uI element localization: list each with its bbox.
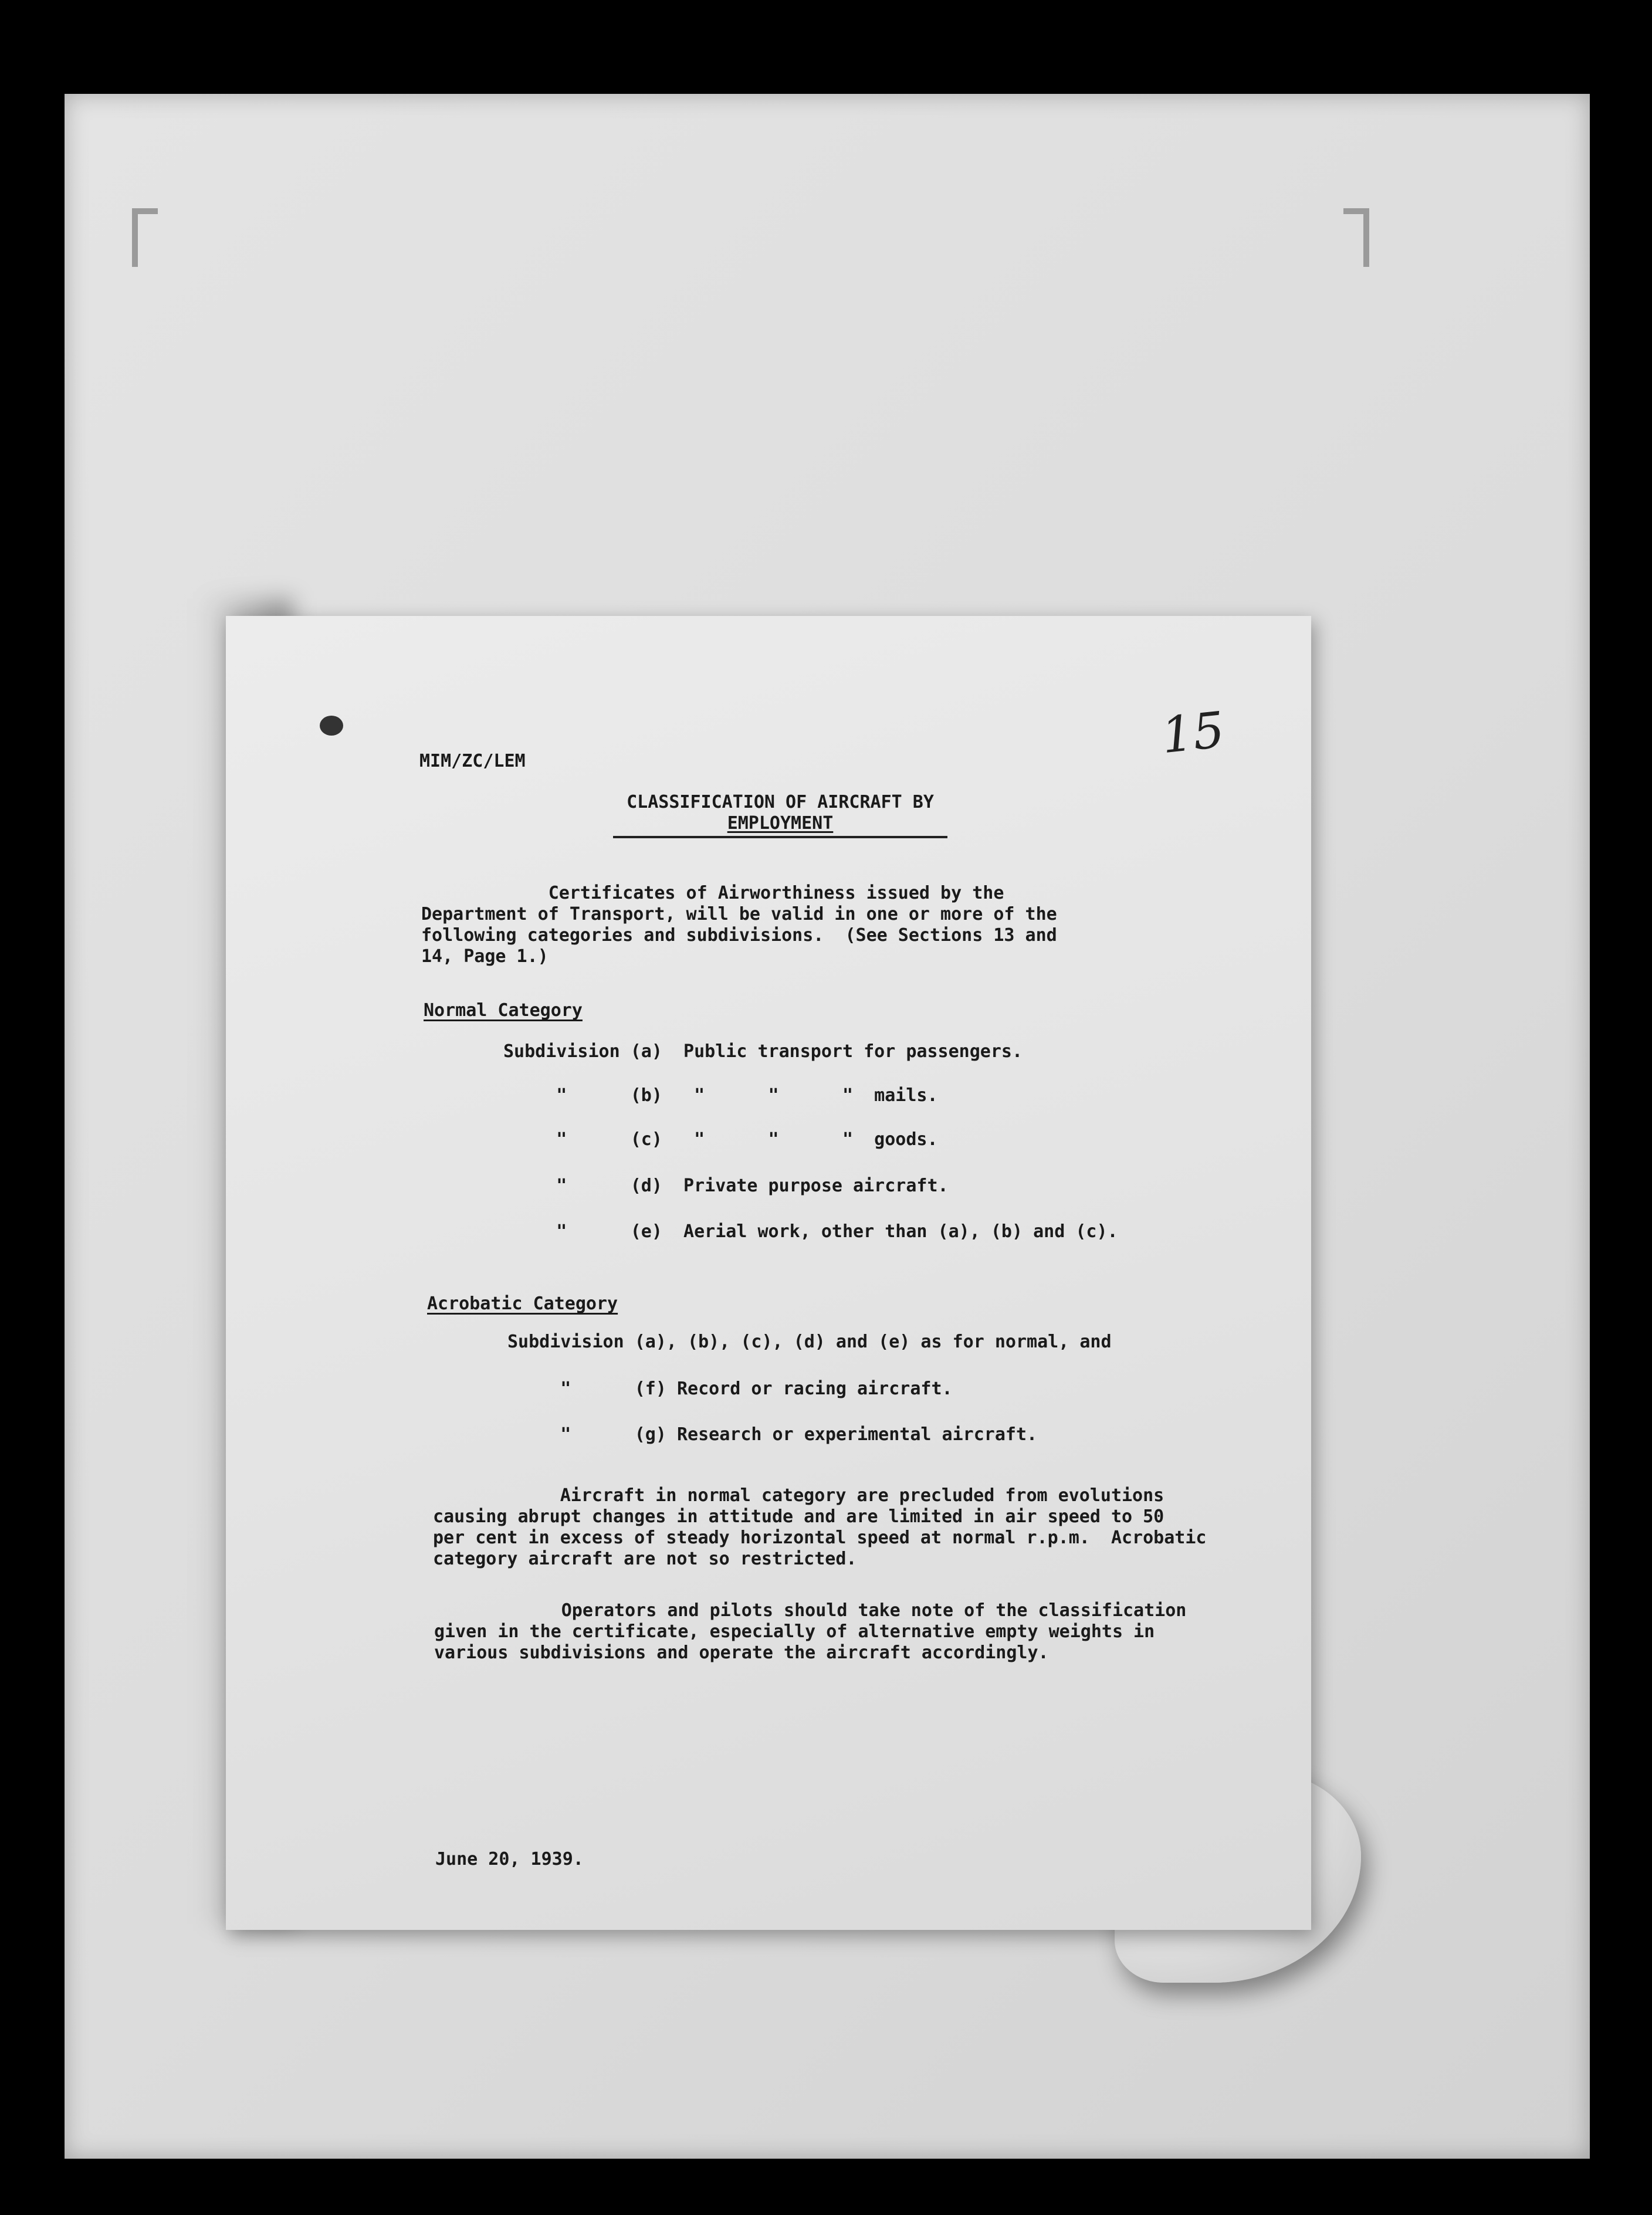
- normal-subdivision-a: Subdivision (a) Public transport for passengers.: [503, 1041, 1023, 1062]
- title-line-2: EMPLOYMENT: [727, 813, 834, 834]
- document-date: June 20, 1939.: [435, 1849, 584, 1869]
- title-underline: [613, 836, 947, 838]
- reference-code: MIM/ZC/LEM: [419, 751, 526, 771]
- normal-subdivision-e: " (e) Aerial work, other than (a), (b) and (c).: [503, 1221, 1118, 1242]
- intro-paragraph: Certificates of Airworthiness issued by the Department of Transport, will be valid in one or more of the following categories and subdivisions. (See Sections 13 and 14, Page 1.): [421, 883, 1057, 967]
- crop-mark-top-left: [132, 208, 158, 267]
- ink-blot: [320, 716, 343, 736]
- paragraph-evolution-limits: Aircraft in normal category are precluded from evolutions causing abrupt changes in attitude and are limited in air speed to 50 per cent in excess of steady horizontal speed at normal r.p.m. Acrobatic category aircraft are not so restricted.: [433, 1485, 1207, 1569]
- acrobatic-subdivisions-a-e: Subdivision (a), (b), (c), (d) and (e) as for normal, and: [507, 1332, 1112, 1352]
- acrobatic-category-heading: Acrobatic Category: [427, 1293, 618, 1314]
- normal-subdivision-c: " (c) " " " goods.: [503, 1129, 938, 1150]
- normal-subdivision-b: " (b) " " " mails.: [503, 1085, 938, 1106]
- title-line-1: CLASSIFICATION OF AIRCRAFT BY: [627, 792, 934, 812]
- acrobatic-subdivision-g: " (g) Research or experimental aircraft.: [507, 1424, 1038, 1445]
- normal-subdivision-d: " (d) Private purpose aircraft.: [503, 1176, 949, 1196]
- crop-mark-top-right: [1343, 208, 1369, 267]
- normal-category-heading: Normal Category: [424, 1000, 583, 1021]
- acrobatic-subdivision-f: " (f) Record or racing aircraft.: [507, 1379, 953, 1399]
- document-title: [613, 792, 947, 834]
- paragraph-operator-note: Operators and pilots should take note of the classification given in the certificate, especially of alternative empty weights in various subdivisions and operate the aircraft accordingly.: [434, 1600, 1187, 1663]
- handwritten-page-number: 15: [1159, 700, 1227, 765]
